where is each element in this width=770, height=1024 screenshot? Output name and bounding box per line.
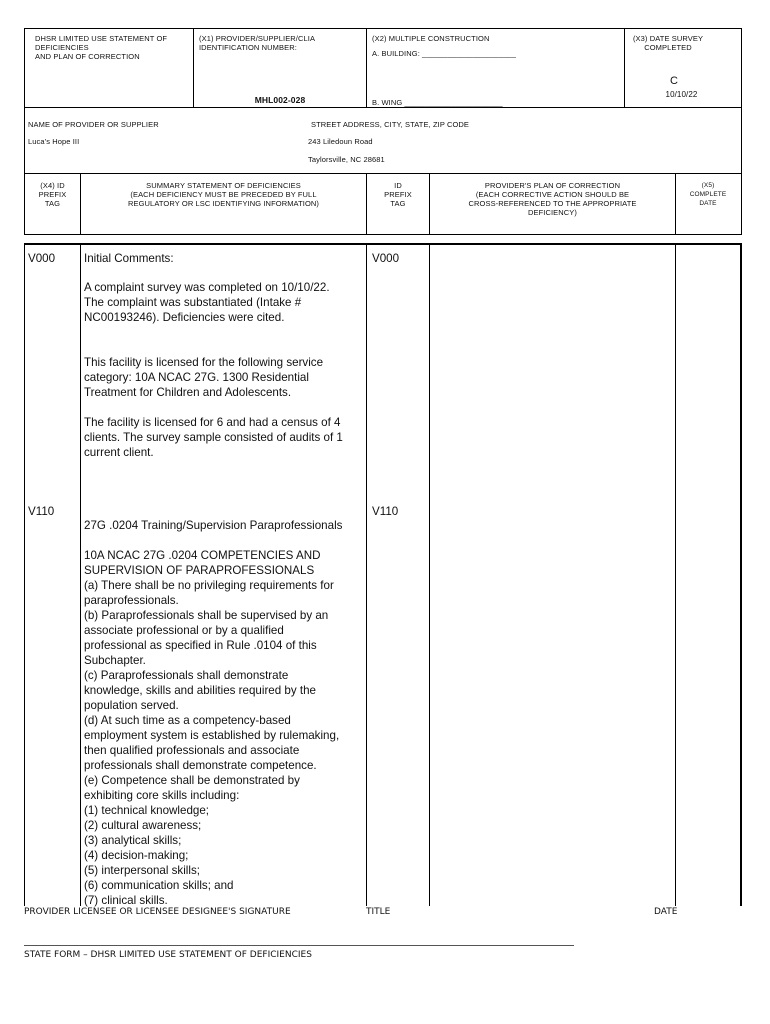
survey-date: 10/10/22 [665,90,698,99]
divider [80,243,81,906]
form-name: STATE FORM – DHSR LIMITED USE STATEMENT OF DEFICIENCIES [24,950,312,960]
city-state-zip: Taylorsville, NC 28681 [308,155,385,164]
divider [366,243,367,906]
provider-id-number: MHL002-028 [254,95,306,105]
title-label: TITLE [366,907,391,917]
entry-paragraph: This facility is licensed for the following service category: 10A NCAC 27G. 1300 Residential Treatment for Children and Adolescents. [84,356,324,399]
entry-heading: Initial Comments: [84,252,174,265]
x5-header: (X5) COMPLETE DATE [689,182,727,207]
divider [24,243,25,906]
entry-paragraph: The facility is licensed for 6 and had a census of 4 clients. The survey sample consisted of audits of 1 current client. [84,416,343,459]
survey-code: C [670,75,678,87]
address-label: STREET ADDRESS, CITY, STATE, ZIP CODE [311,120,470,129]
entry-body: 10A NCAC 27G .0204 COMPETENCIES AND SUPERVISION OF PARAPROFESSIONALS (a) There shall be no privileging requirements for paraprofessionals. (b) Paraprofessionals shall be supervised by an associate professional or by a qualified professional as specified in Rule .0104 of this Subchapter. (c) Paraprofessionals shall demonstrate knowledge, skills and abilities required by the population served. (d) At such time as a competency-based employment system is established by rulemaking, then qualified professionals and associate professionals shall demonstrate competence. (e) Competence shall be demonstrated by exhibiting core skills including: (1) technical knowledge; (2) cultural awareness; (3) analytical skills; (4) decision-making; (5) interpersonal skills; (6) communication skills; and (7) clinical skills. [84,549,340,907]
divider [740,243,742,906]
date-label: DATE [654,907,678,917]
entry-heading: 27G .0204 Training/Supervision Paraprofessionals [84,519,343,532]
x2-building: A. BUILDING: ______________________ [372,49,517,58]
summary-header: SUMMARY STATEMENT OF DEFICIENCIES (EACH DEFICIENCY MUST BE PRECEDED BY FULL REGULATORY OR LSC IDENTIFYING INFORMATION) [127,181,320,208]
entry-id-tag: V110 [372,505,399,518]
entry-tag: V110 [28,505,55,518]
x2-label: (X2) MULTIPLE CONSTRUCTION [372,34,490,43]
provider-name-label: NAME OF PROVIDER OR SUPPLIER [28,120,159,129]
x1-label: (X1) PROVIDER/SUPPLIER/CLIA IDENTIFICATION NUMBER: [199,34,316,52]
plan-header: PROVIDER'S PLAN OF CORRECTION (EACH CORRECTIVE ACTION SHOULD BE CROSS-REFERENCED TO THE APPROPRIATE DEFICIENCY) [468,181,637,217]
divider [675,243,676,906]
entry-tag: V000 [28,252,56,265]
id-header: ID PREFIX TAG [384,181,412,208]
table-top-rule [24,243,742,245]
entry-paragraph: A complaint survey was completed on 10/10/22. The complaint was substantiated (Intake # NC00193246). Deficiencies were cited. [84,281,330,324]
footer-rule [24,945,574,946]
entry-id-tag: V000 [372,252,400,265]
provider-name: Luca's Hope III [28,137,80,146]
x2-wing: B. WING _______________________ [372,98,503,107]
signature-label: PROVIDER LICENSEE OR LICENSEE DESIGNEE'S SIGNATURE [24,907,291,917]
divider [429,243,430,906]
x3-label: (X3) DATE SURVEY COMPLETED [632,34,704,52]
form-title: DHSR LIMITED USE STATEMENT OF DEFICIENCIES AND PLAN OF CORRECTION [35,34,168,61]
street-address: 243 Liledoun Road [308,137,373,146]
x4-header: (X4) ID PREFIX TAG [38,181,67,208]
